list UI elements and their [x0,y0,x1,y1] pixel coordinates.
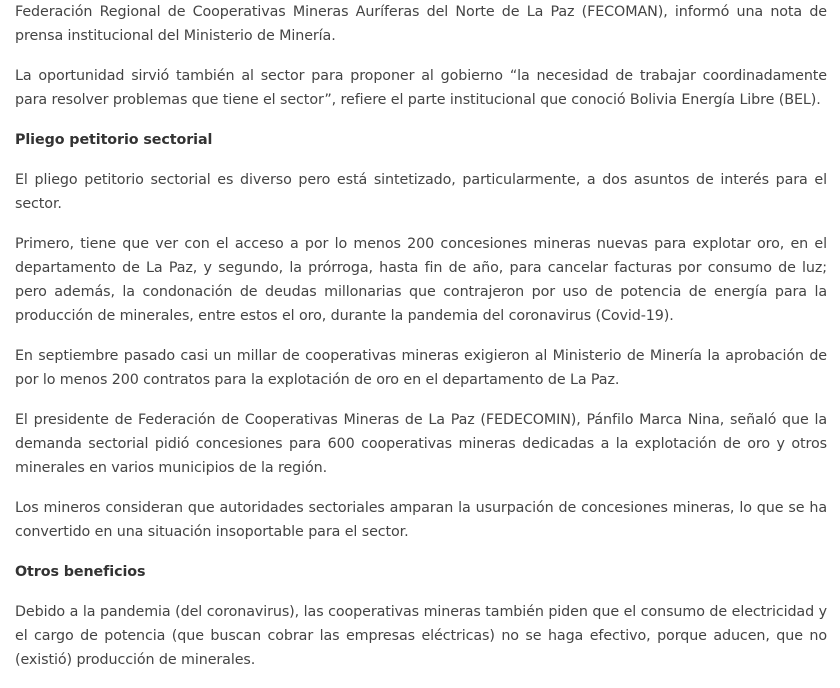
paragraph-september-demand: En septiembre pasado casi un millar de cooperativas mineras exigieron al Ministerio de Minería la aprobación de por lo menos 200 contratos para la explotación de oro en el departamento de La Paz. [15,348,827,388]
paragraph-coordination: La oportunidad sirvió también al sector para proponer al gobierno “la necesidad de trabajar coordinadamente para resolver problemas que tiene el sector”, refiere el parte institucional que conoció Bolivia Energía Libre (BEL). [15,68,827,108]
paragraph-electricity-request: Debido a la pandemia (del coronavirus), las cooperativas mineras también piden que el consumo de electricidad y el cargo de potencia (que buscan cobrar las empresas eléctricas) no se haga efectivo, porque aducen, que no (existió) producción de minerales. [15,604,827,668]
section-heading-pliego: Pliego petitorio sectorial [15,132,213,148]
section-heading-otros-beneficios: Otros beneficios [15,564,146,580]
paragraph-fedecomin-president: El presidente de Federación de Cooperativas Mineras de La Paz (FEDECOMIN), Pánfilo Marca Nina, señaló que la demanda sectorial pidió concesiones para 600 cooperativas mineras dedicadas a la explotación de oro y otros minerales en varios municipios de la región. [15,412,827,476]
paragraph-fecoman-note: Federación Regional de Cooperativas Mineras Auríferas del Norte de La Paz (FECOMAN), informó una nota de prensa institucional del Ministerio de Minería. [15,4,827,44]
paragraph-pliego-summary: El pliego petitorio sectorial es diverso pero está sintetizado, particularmente, a dos asuntos de interés para el sector. [15,172,827,212]
article-body [15,0,827,688]
paragraph-usurpation: Los mineros consideran que autoridades sectoriales amparan la usurpación de concesiones mineras, lo que se ha convertido en una situación insoportable para el sector. [15,500,827,540]
paragraph-concessions-extension: Primero, tiene que ver con el acceso a por lo menos 200 concesiones mineras nuevas para explotar oro, en el departamento de La Paz, y segundo, la prórroga, hasta fin de año, para cancelar facturas por consumo de luz; pero además, la condonación de deudas millonarias que contrajeron por uso de potencia de energía para la producción de minerales, entre estos el oro, durante la pandemia del coronavirus (Covid-19). [15,236,827,324]
